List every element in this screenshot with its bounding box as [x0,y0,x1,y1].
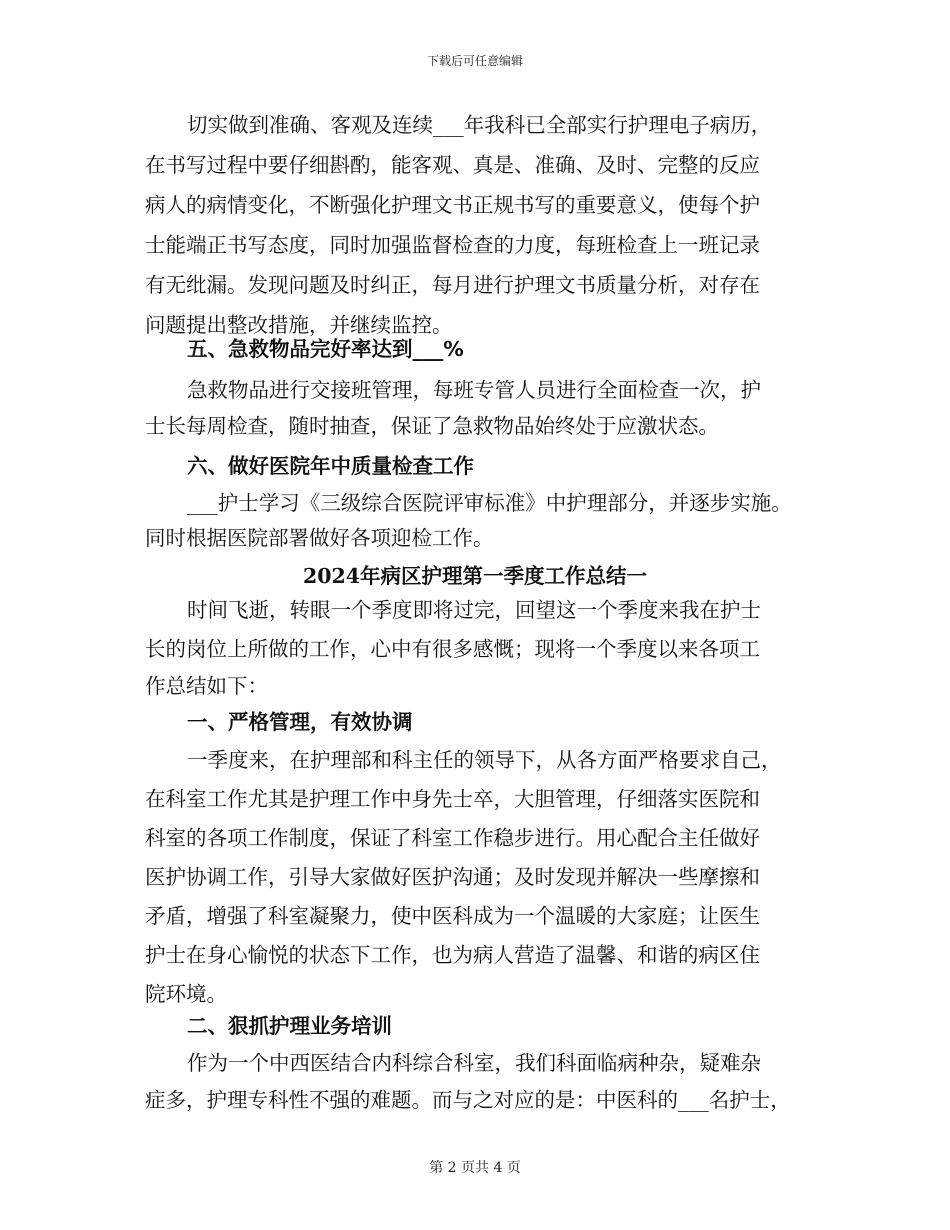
paragraph-line: 士长每周检查，随时抽查，保证了急救物品始终处于应激状态。 [145,414,719,438]
paragraph-line: 在科室工作尤其是护理工作中身先士卒，大胆管理，仔细落实医院和 [145,787,760,811]
page-footer: 第 2 页共 4 页 [429,1160,521,1176]
paragraph-line: 科室的各项工作制度，保证了科室工作稳步进行。用心配合主任做好 [145,826,760,850]
paragraph-line: 在书写过程中要仔细斟酌，能客观、真是、准确、及时、完整的反应 [145,153,760,177]
paragraph-line: 问题提出整改措施，并继续监控。 [145,313,453,337]
paragraph-line: 作为一个中西医结合内科综合科室，我们科面临病种杂，疑难杂 [187,1051,761,1075]
page-header: 下载后可任意编辑 [426,54,523,68]
paragraph-line: 一季度来，在护理部和科主任的领导下，从各方面严格要求自己， [187,748,782,772]
paragraph-line: 症多，护理专科性不强的难题。而与之对应的是：中医科的___名护士， [145,1088,791,1112]
paragraph-line: 切实做到准确、客观及连续___年我科已全部实行护理电子病历， [187,113,772,137]
paragraph-line: 护士在身心愉悦的状态下工作，也为病人营造了温馨、和谐的病区住 [145,943,760,967]
section-heading: 五、急救物品完好率达到___% [187,337,464,361]
paragraph-line: 矛盾，增强了科室凝聚力，使中医科成为一个温暖的大家庭；让医生 [145,904,760,928]
paragraph-line: ___护士学习《三级综合医院评审标准》中护理部分，并逐步实施。 [187,491,792,515]
paragraph-line: 有无纰漏。发现问题及时纠正，每月进行护理文书质量分析，对存在 [145,273,760,297]
paragraph-line: 时间飞逝，转眼一个季度即将过完，回望这一个季度来我在护士 [187,598,761,622]
paragraph-line: 长的岗位上所做的工作，心中有很多感慨；现将一个季度以来各项工 [145,637,760,661]
document-title: 2024年病区护理第一季度工作总结一 [302,564,648,588]
paragraph-line: 作总结如下： [145,674,268,698]
paragraph-line: 急救物品进行交接班管理，每班专管人员进行全面检查一次，护 [187,378,761,402]
section-heading: 六、做好医院年中质量检查工作 [187,454,474,478]
paragraph-line: 院环境。 [145,982,227,1006]
section-heading: 二、狠抓护理业务培训 [187,1014,392,1038]
section-heading: 一、严格管理，有效协调 [187,710,413,734]
paragraph-line: 士能端正书写态度，同时加强监督检查的力度，每班检查上一班记录 [145,233,760,257]
paragraph-line: 医护协调工作，引导大家做好医护沟通；及时发现并解决一些摩擦和 [145,865,760,889]
paragraph-line: 同时根据医院部署做好各项迎检工作。 [145,526,494,550]
paragraph-line: 病人的病情变化，不断强化护理文书正规书写的重要意义，使每个护 [145,193,760,217]
